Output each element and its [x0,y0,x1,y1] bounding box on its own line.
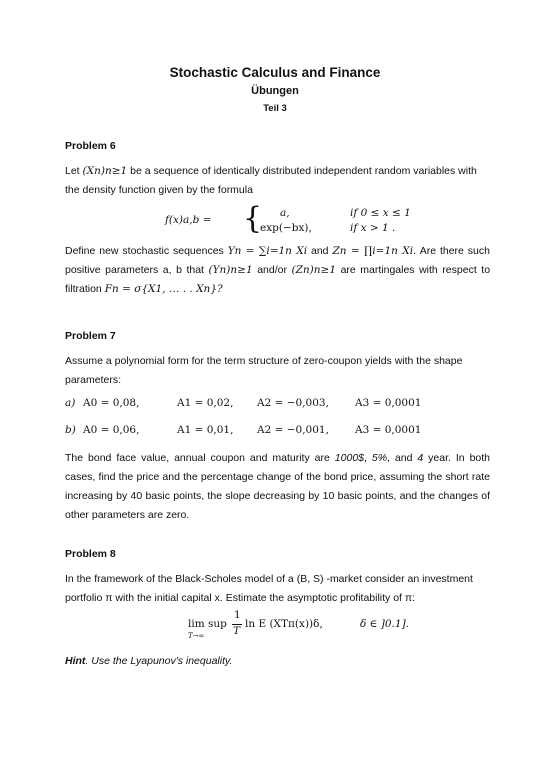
problem-6-question: Define new stochastic sequences Yn = ∑i=1n Xi and Zn = ∏i=1n Xi. Are there such positive parameters a, b that (Yn)n≥1 and/or (Zn)n≥1 are martingales with respect to filtration Fn = σ{X1, … . . Xn}? [65,245,491,295]
problem-6-intro: Let (Xn)n≥1 be a sequence of identically distributed independent random variables with the density function given by the formula [65,165,477,196]
case-1-value: a, [280,207,290,219]
problem-8-heading: Problem 8 [65,548,116,560]
hint [65,655,232,667]
document-part: Teil 3 [263,103,287,114]
z-product-definition: Zn = ∏i=1n Xi. [332,245,417,257]
parameters-case-b: b) A0 = 0,06, A1 = 0,01, A2 = −0,001, A3 = 0,0001 [65,424,422,436]
limit-subscript: T→∞ [188,632,205,640]
fraction-denominator: T [233,625,241,637]
delta-condition: δ ∈ ]0.1]. [360,618,409,630]
sequence-x: (Xn)n≥1 [82,165,128,177]
filtration: Fn = σ{X1, … . . Xn}? [104,283,223,295]
problem-7-body: The bond face value, annual coupon and maturity are 1000$, 5%, and 4 year. In both cases, find the price and the percentage change of the bond price, assuming the short rate increasing by 40 basic points, the slope decreasing by 10 basic points, and the changes of other parameters are zero. [65,452,491,521]
case-1-condition: if 0 ≤ x ≤ 1 [350,207,411,219]
sequence-y: (Yn)n≥1 [208,264,253,276]
problem-6-heading: Problem 6 [65,140,116,152]
problem-8-body: In the framework of the Black-Scholes model of a (B, S) -market consider an investment portfolio π with the initial capital x. Estimate the asymptotic profitability of π: [65,573,473,604]
coupon-rate: 5% [371,452,388,464]
expectation-expression: ln E (XTπ(x))δ, [245,618,323,630]
document-subtitle: Übungen [251,85,299,97]
face-value: 1000$ [334,452,364,464]
sequence-z: (Zn)n≥1 [291,264,337,276]
document-title: Stochastic Calculus and Finance [169,65,381,80]
problem-7-intro: Assume a polynomial form for the term structure of zero-coupon yields with the shape parameters: [65,355,463,386]
problem-7-heading: Problem 7 [65,330,116,342]
hint-text: . Use the Lyapunov's inequality. [85,655,233,667]
limit-operator: lim sup [188,618,227,630]
case-2-condition: if x > 1 . [350,222,396,234]
fraction-numerator: 1 [234,609,241,621]
profitability-formula [188,607,409,643]
y-sum-definition: Yn = ∑i=1n Xi [227,245,308,257]
hint-label: Hint [65,655,86,667]
maturity: 4 [417,452,424,464]
parameters-case-a: a) A0 = 0,08, A1 = 0,02, A2 = −0,003, A3 = 0,0001 [65,397,422,409]
formula-brace: { [243,201,263,236]
formula-lhs: f(x)a,b = [165,214,212,226]
case-2-value: exp(−bx), [260,222,312,234]
